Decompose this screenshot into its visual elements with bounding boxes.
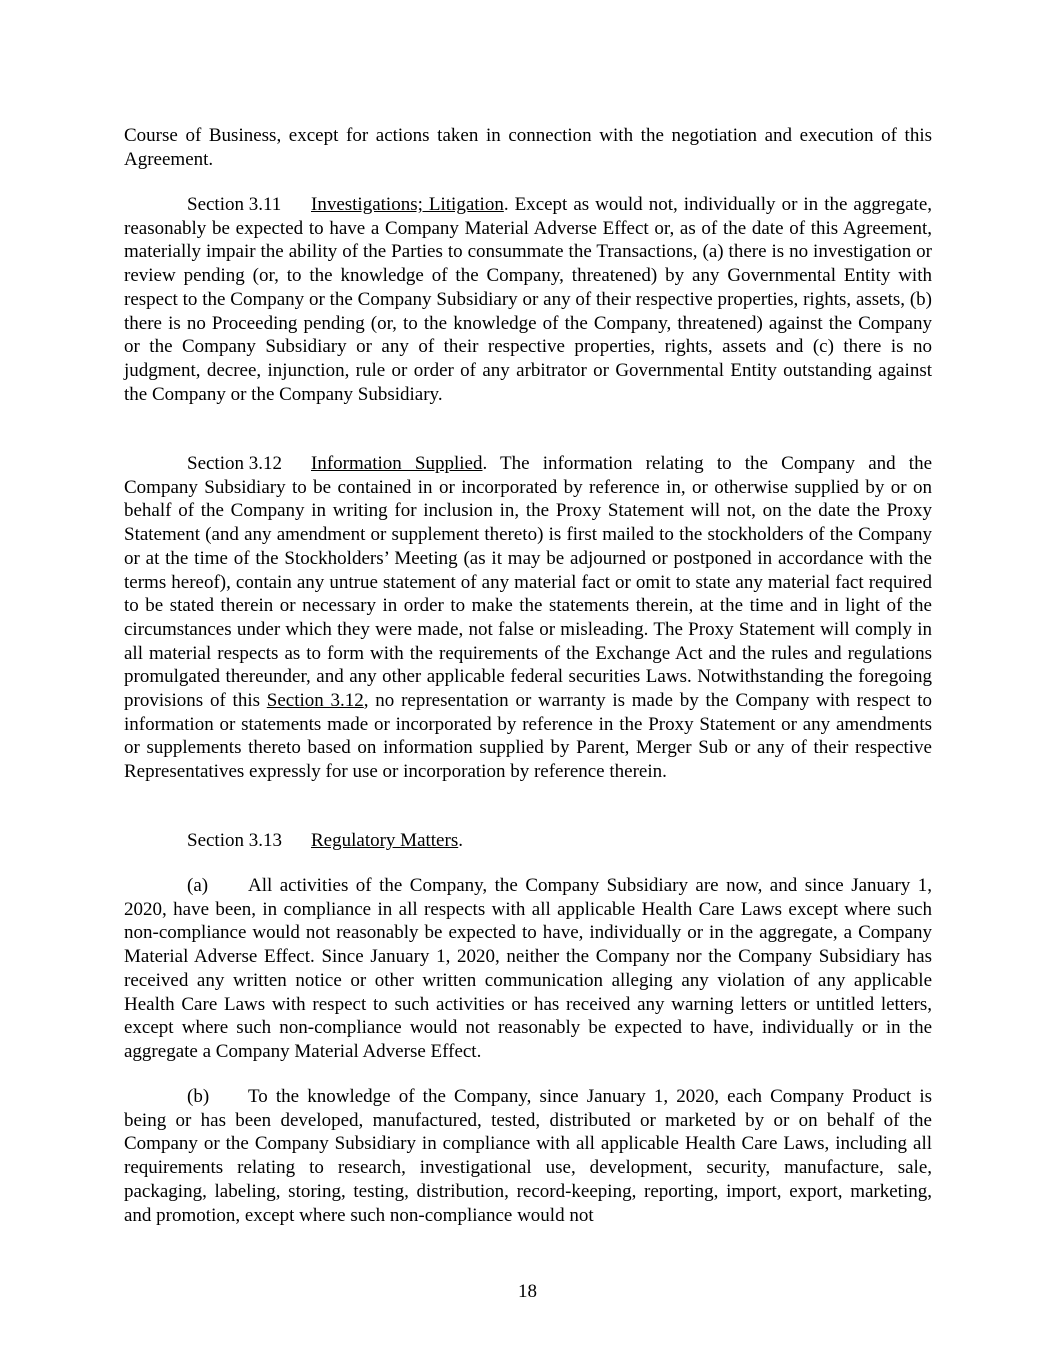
section-cross-reference: Section 3.12 bbox=[266, 690, 364, 712]
continuation-paragraph: Course of Business, except for actions taken in connection with the negotiation and execution of this Agreement. bbox=[124, 125, 932, 170]
section-3-13-paragraph bbox=[124, 829, 932, 853]
section-number: Section 3.13 bbox=[187, 830, 282, 851]
section-heading: Information Supplied bbox=[311, 453, 483, 474]
section-body: . bbox=[458, 830, 463, 851]
subsection-body: To the knowledge of the Company, since January 1, 2020, each Company Product is being or has been developed, manufactured, tested, distributed or marketed by or on behalf of the Company or the Company Subsidiary in compliance with all applicable Health Care Laws, including all requirements relating to research, investigational use, development, security, manufacture, sale, packaging, labeling, storing, testing, distribution, record-keeping, reporting, import, export, marketing, and promotion, except where such non-compliance would not bbox=[124, 1086, 932, 1226]
section-3-12-paragraph bbox=[124, 452, 932, 784]
section-heading: Regulatory Matters bbox=[311, 830, 459, 851]
section-body-continued: , no representation or warranty is made by the Company with respect to information or statements made or incorporated by reference in the Proxy Statement or any amendments or supplements thereto based on information supplied by Parent, Merger Sub or any of their respective Representatives expressly for use or incorporation by reference therein. bbox=[124, 690, 932, 783]
section-body: . The information relating to the Company and the Company Subsidiary to be contained in or incorporated by reference in, or otherwise supplied by or on behalf of the Company in writing for inclusion in, the Proxy Statement will not, on the date the Proxy Statement (and any amendment or supplement thereto) is first mailed to the stockholders of the Company or at the time of the Stockholders’ Meeting (as it may be adjourned or postponed in accordance with the terms hereof), contain any untrue statement of any material fact or omit to state any material fact required to be stated therein or necessary in order to make the statements therein, at the time and in light of the circumstances under which they were made, not false or misleading. The Proxy Statement will comply in all material respects as to form with the requirements of the Exchange Act and the rules and regulations promulgated thereunder, and any other applicable federal securities Laws. Notwithstanding the foregoing provisions of this bbox=[124, 453, 933, 712]
subsection-label: (a) bbox=[187, 875, 209, 896]
subsection-b-paragraph bbox=[124, 1085, 932, 1227]
subsection-label: (b) bbox=[187, 1086, 210, 1107]
section-heading: Investigations; Litigation bbox=[311, 194, 504, 215]
subsection-body: All activities of the Company, the Company Subsidiary are now, and since January 1, 2020, have been, in compliance in all respects with all applicable Health Care Laws except where such non-compliance would not reasonably be expected to have, individually or in the aggregate, a Company Material Adverse Effect. Since January 1, 2020, neither the Company nor the Company Subsidiary has received any written notice or other written communication alleging any violation of any applicable Health Care Laws with respect to such activities or has received any warning letters or untitled letters, except where such non-compliance would not reasonably be expected to have, individually or in the aggregate a Company Material Adverse Effect. bbox=[124, 875, 932, 1062]
section-number: Section 3.12 bbox=[187, 453, 282, 474]
subsection-a-paragraph bbox=[124, 874, 932, 1064]
section-body: . Except as would not, individually or in the aggregate, reasonably be expected to have a Company Material Adverse Effect or, as of the date of this Agreement, materially impair the ability of the Parties to consummate the Transactions, (a) there is no investigation or review pending (or, to the knowledge of the Company, threatened) by any Governmental Entity with respect to the Company or the Company Subsidiary or any of their respective properties, rights, assets, (b) there is no Proceeding pending (or, to the knowledge of the Company, threatened) against the Company or the Company Subsidiary or any of their respective properties, rights, assets and (c) there is no judgment, decree, injunction, rule or order of any arbitrator or Governmental Entity outstanding against the Company or the Company Subsidiary. bbox=[124, 194, 933, 405]
section-number: Section 3.11 bbox=[187, 194, 282, 215]
section-3-11-paragraph bbox=[124, 193, 932, 406]
page-number: 18 bbox=[518, 1281, 537, 1302]
